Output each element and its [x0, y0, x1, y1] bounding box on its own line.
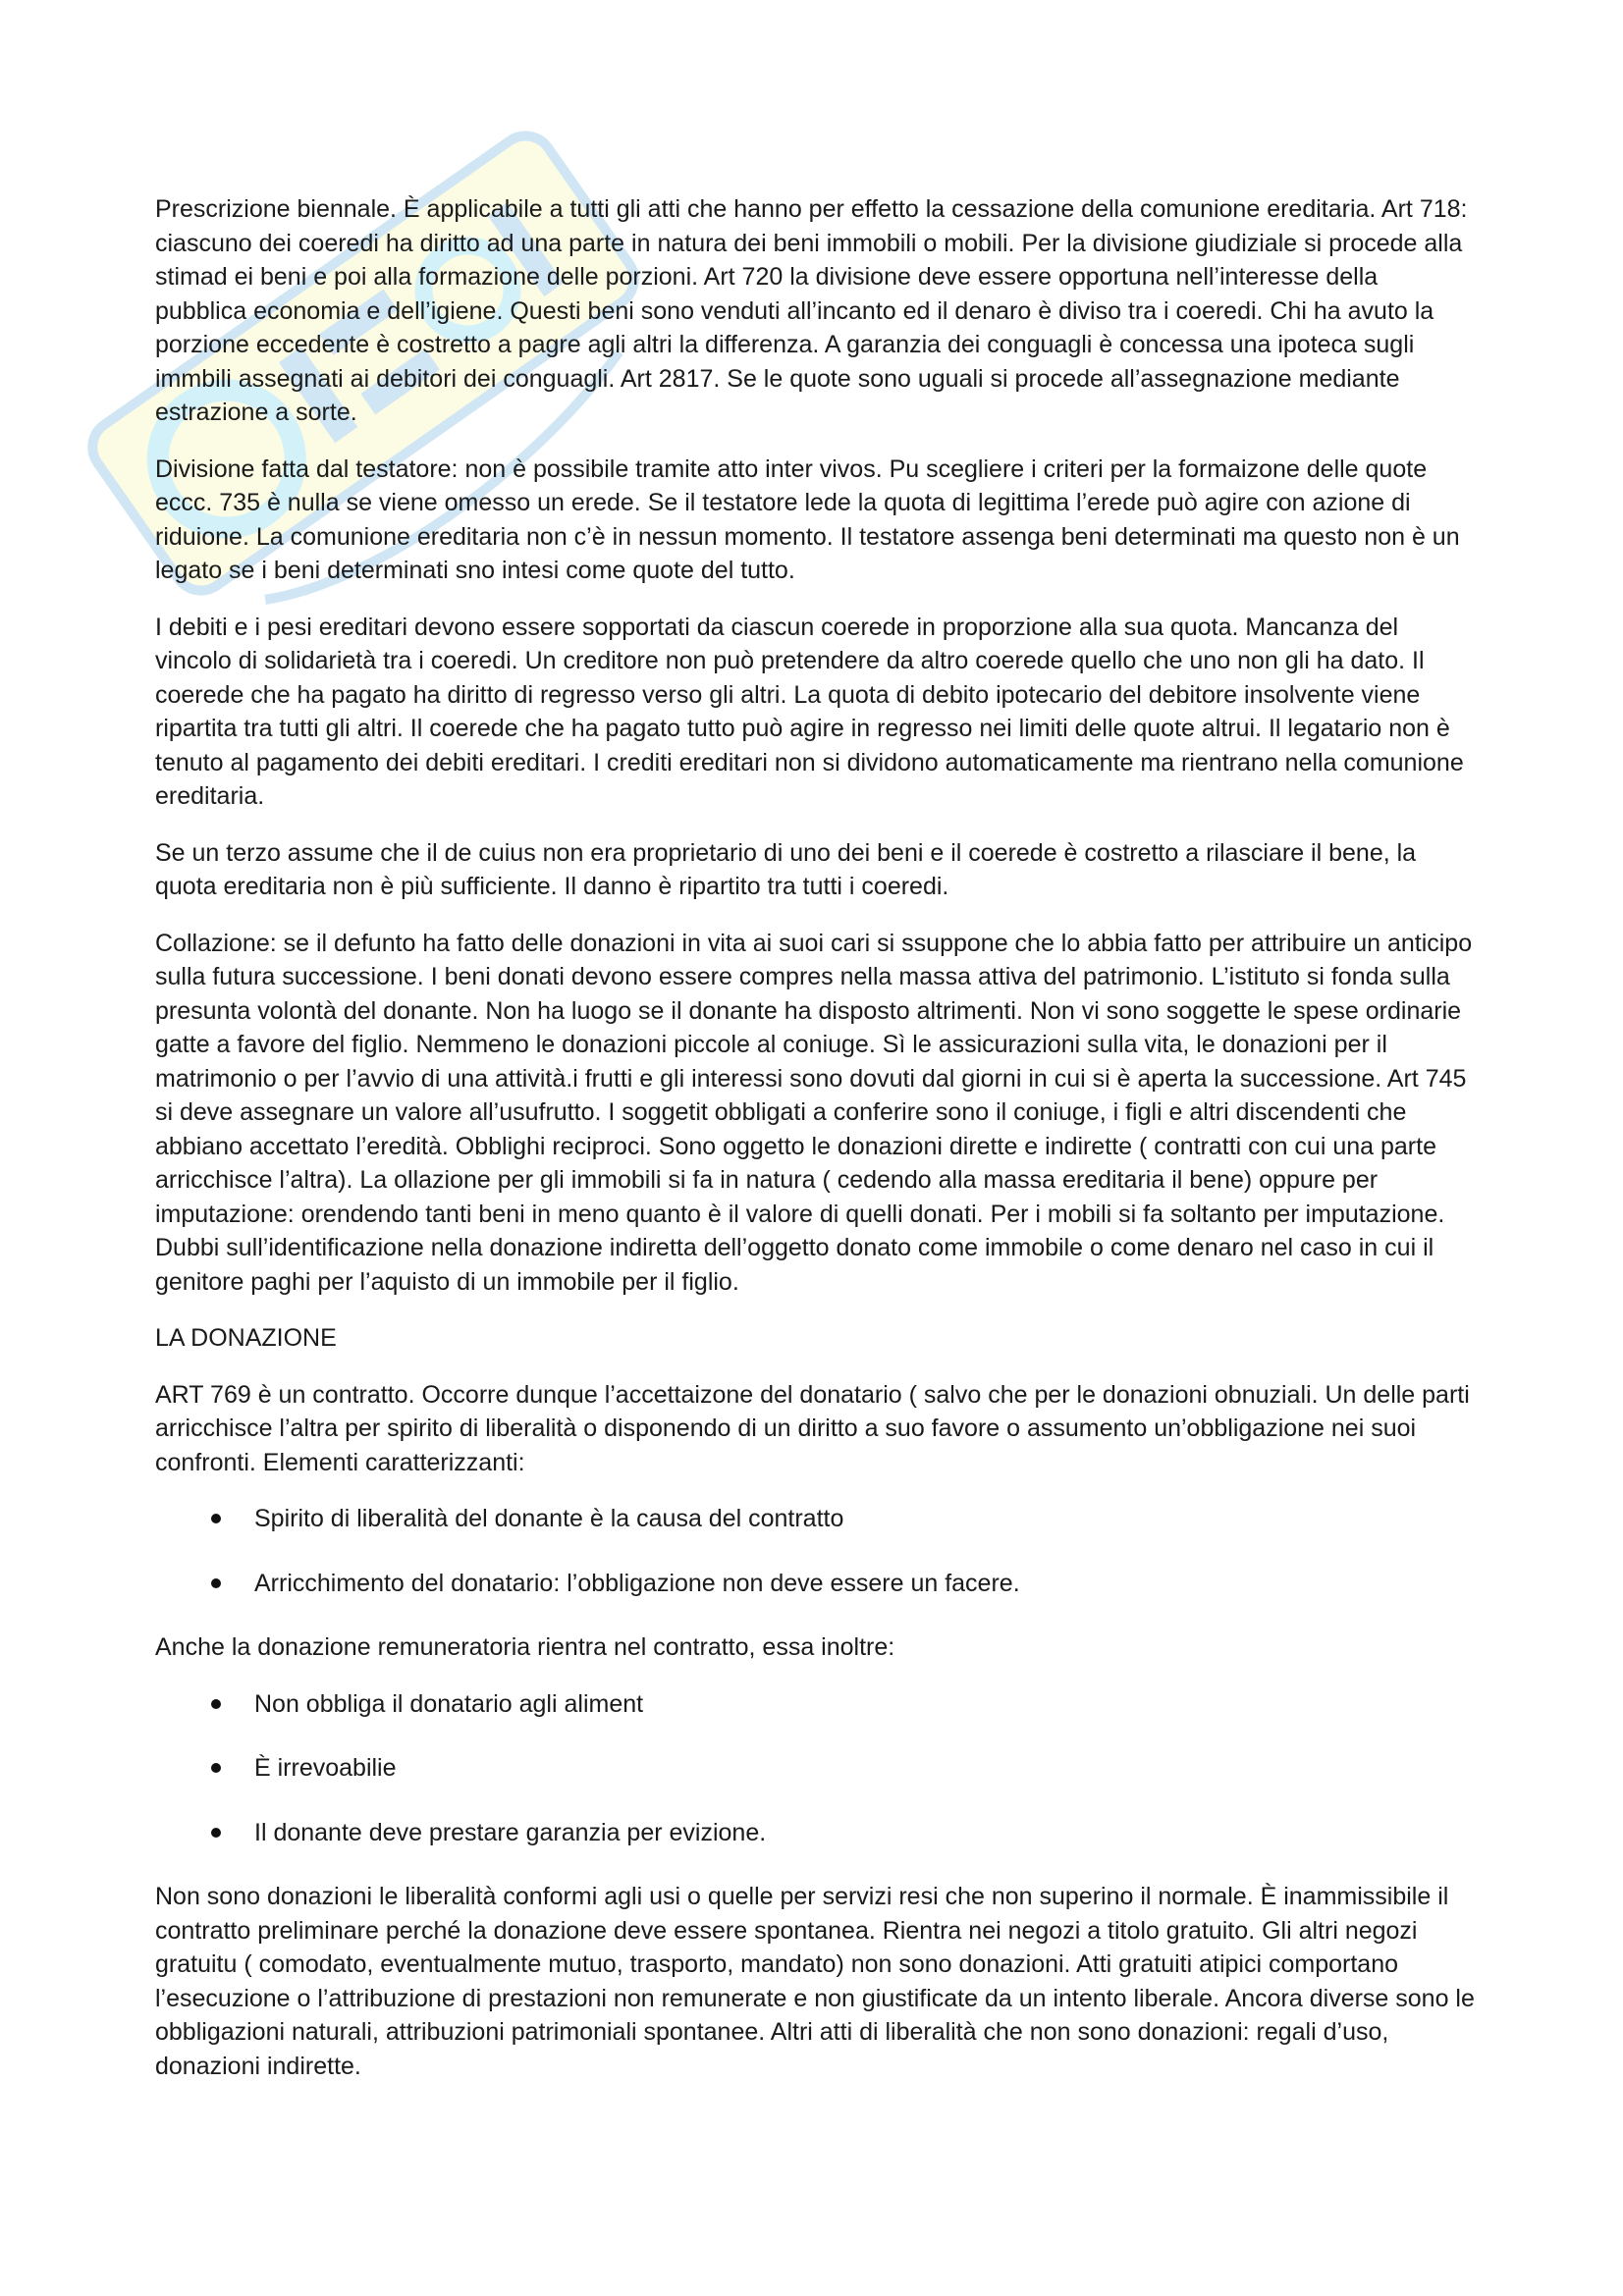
- paragraph-remuneratoria: Anche la donazione remuneratoria rientra nel contratto, essa inoltre:: [155, 1633, 895, 1661]
- document-page: [155, 192, 1476, 2106]
- paragraph-evizione: Se un terzo assume che il de cuius non era proprietario di uno dei beni e il coerede è costretto a rilasciare il bene, la quota ereditaria non è più sufficiente. Il danno è ripartito tra tutti i coeredi.: [155, 838, 1417, 900]
- list-item-text: Il donante deve prestare garanzia per evizione.: [254, 1818, 767, 1846]
- bullet-list-elementi: [155, 1502, 1476, 1600]
- paragraph-debiti-ereditari: I debiti e i pesi ereditari devono essere sopportati da ciascun coerede in proporzione alla sua quota. Mancanza del vincolo di solidarietà tra i coeredi. Un creditore non può pretendere da altro coerede quello che uno non gli ha dato. Il coerede che ha pagato ha diritto di regresso verso gli altri. La quota di debito ipotecario del debitore insolvente viene ripartita tra tutti gli altri. Il coerede che ha pagato tutto può agire in regresso nei limiti delle quote altrui. Il legatario non è tenuto al pagamento dei debiti ereditari. I crediti ereditari non si dividono automaticamente ma rientrano nella comunione ereditaria.: [155, 613, 1464, 810]
- paragraph-closing: Non sono donazioni le liberalità conformi agli usi o quelle per servizi resi che non superino il normale. È inammissibile il contratto preliminare perché la donazione deve essere spontanea. Rientra nei negozi a titolo gratuito. Gli altri negozi gratuitu ( comodato, eventualmente mutuo, trasporto, mandato) non sono donazioni. Atti gratuiti atipici comportano l’esecuzione o l’attribuzione di prestazioni non remunerate e non giustificate da un intento liberale. Ancora diverse sono le obbligazioni naturali, attribuzioni patrimoniali spontanee. Altri atti di liberalità che non sono donazioni: regali d’uso, donazioni indirette.: [155, 1883, 1475, 2080]
- bullet-icon: [211, 1763, 221, 1773]
- bullet-icon: [211, 1578, 221, 1588]
- list-item-text: Non obbliga il donatario agli aliment: [254, 1689, 644, 1718]
- paragraph-collazione: Collazione: se il defunto ha fatto delle donazioni in vita ai suoi cari si ssuppone che lo abbia fatto per attribuire un anticipo sulla futura successione. I beni donati devono essere compres nella massa attiva del patrimonio. L’istituto si fonda sulla presunta volontà del donante. Non ha luogo se il donante ha disposto altrimenti. Non vi sono soggette le spese ordinarie gatte a favore del figlio. Nemmeno le donazioni piccole al coniuge. Sì le assicurazioni sulla vita, le donazioni per il matrimonio o per l’avvio di una attività.i frutti e gli interessi sono dovuti dal giorni in cui si è aperta la successione. Art 745 si deve assegnare un valore all’usufrutto. I soggetit obbligati a conferire sono il coniuge, i figli e altri discendenti che abbiano accettato l’eredità. Obblighi reciproci. Sono oggetto le donazioni dirette e indirette ( contratti con cui una parte arricchisce l’altra). La ollazione per gli immobili si fa in natura ( cedendo alla massa ereditaria il bene) oppure per imputazione: orendendo tanti beni in meno quanto è il valore di quelli donati. Per i mobili si fa soltanto per imputazione. Dubbi sull’identificazione nella donazione indiretta dell’oggetto donato come immobile o come denaro nel caso in cui il genitore paghi per l’aquisto di un immobile per il figlio.: [155, 929, 1473, 1296]
- paragraph-divisione-testatore: Divisione fatta dal testatore: non è possibile tramite atto inter vivos. Pu scegliere i criteri per la formaizone delle quote eccc. 735 è nulla se viene omesso un erede. Se il testatore lede la quota di legittima l’erede può agire con azione di riduione. La comunione ereditaria non c’è in nessun momento. Il testatore assenga beni determinati ma questo non è un legato se i beni determinati sno intesi come quote del tutto.: [155, 454, 1460, 584]
- paragraph-divisione: Prescrizione biennale. È applicabile a tutti gli atti che hanno per effetto la cessazione della comunione ereditaria. Art 718: ciascuno dei coeredi ha diritto ad una parte in natura dei beni immobili o mobili. Per la divisione giudiziale si procede alla stimad ei beni e poi alla formazione delle porzioni. Art 720 la divisione deve essere opportuna nell’interesse della pubblica economia e dell’igiene. Questi beni sono venduti all’incanto ed il denaro è diviso tra i coeredi. Chi ha avuto la porzione eccedente è costretto a pagre agli altri la differenza. A garanzia dei conguagli è concessa una ipoteca sugli immbili assegnati ai debitori dei conguagli. Art 2817. Se le quote sono uguali si procede all’assegnazione mediante estrazione a sorte.: [155, 195, 1468, 426]
- list-item: [155, 1751, 1476, 1786]
- list-item-text: È irrevoabilie: [254, 1754, 397, 1782]
- list-item: [155, 1567, 1476, 1601]
- bullet-icon: [211, 1514, 221, 1523]
- paragraph-donazione-intro: ART 769 è un contratto. Occorre dunque l’accettaizone del donatario ( salvo che per le donazioni obnuziali. Un delle parti arricchisce l’altra per spirito di liberalità o disponendo di un diritto a suo favore o assumento un’obbligazione nei suoi confronti. Elementi caratterizzanti:: [155, 1380, 1470, 1476]
- list-item-text: Arricchimento del donatario: l’obbligazione non deve essere un facere.: [254, 1569, 1020, 1597]
- bullet-icon: [211, 1828, 221, 1838]
- list-item-text: Spirito di liberalità del donante è la causa del contratto: [254, 1505, 844, 1532]
- list-item: [155, 1687, 1476, 1722]
- list-item: [155, 1502, 1476, 1536]
- list-item: [155, 1816, 1476, 1850]
- section-heading: LA DONAZIONE: [155, 1324, 337, 1352]
- bullet-icon: [211, 1699, 221, 1709]
- bullet-list-remuneratoria: [155, 1687, 1476, 1850]
